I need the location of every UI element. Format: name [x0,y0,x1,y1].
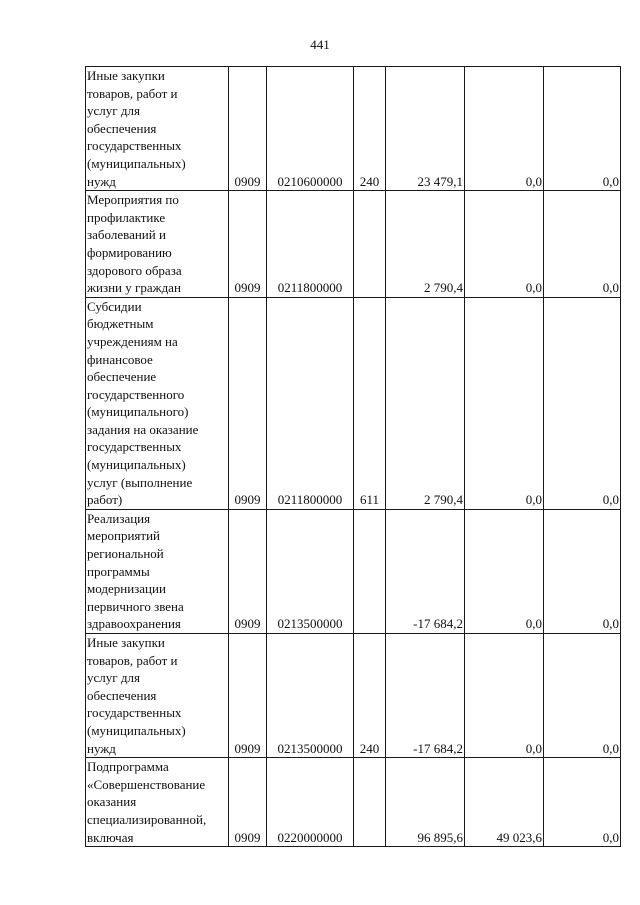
row-section-cell: 0909 [229,509,267,633]
row-name-cell [86,758,229,847]
row-expense-type-cell [354,191,386,298]
row-name-line: товаров, работ и [87,85,178,101]
row-name-cell [86,191,229,298]
row-name-cell [86,67,229,191]
row-expense-type-cell: 240 [354,67,386,191]
budget-table [85,66,621,847]
row-amount-1-cell: 2 790,4 [386,297,465,509]
row-amount-2-cell: 49 023,6 [465,758,544,847]
row-name-line: услуг для [87,670,140,686]
row-name-line: задания на оказание [87,421,199,437]
row-amount-1-cell: -17 684,2 [386,509,465,633]
row-section-cell: 0909 [229,67,267,191]
row-code-cell: 0211800000 [267,297,354,509]
row-name-line: Подпрограмма [87,759,169,775]
table-row [86,297,621,509]
row-name-line: модернизации [87,581,166,597]
row-name-line: Мероприятия по [87,192,179,208]
row-name-cell [86,509,229,633]
row-name-line: специализированной, [87,811,207,827]
row-amount-3-cell: 0,0 [544,634,621,758]
row-amount-1-cell: -17 684,2 [386,634,465,758]
row-expense-type-cell [354,509,386,633]
row-amount-3-cell: 0,0 [544,297,621,509]
row-amount-2-cell: 0,0 [465,191,544,298]
row-name-line: здорового образа [87,262,182,278]
row-code-cell: 0213500000 [267,509,354,633]
row-name-line: мероприятий [87,528,160,544]
row-name-line: товаров, работ и [87,652,178,668]
row-name-line: жизни у граждан [87,280,181,296]
row-name-line: обеспечения [87,120,157,136]
row-name-line: (муниципальных) [87,722,186,738]
row-name-line: государственных [87,705,182,721]
row-name-line: государственного [87,386,185,402]
row-section-cell: 0909 [229,297,267,509]
row-name-line: финансовое [87,351,153,367]
row-name-line: нужд [87,740,116,756]
row-name-line: Реализация [87,510,151,526]
row-section-cell: 0909 [229,758,267,847]
table-row [86,191,621,298]
row-name-line: нужд [87,173,116,189]
row-code-cell: 0213500000 [267,634,354,758]
row-amount-2-cell: 0,0 [465,634,544,758]
row-name-line: учреждениям на [87,333,178,349]
row-name-line: оказания [87,794,137,810]
row-expense-type-cell: 240 [354,634,386,758]
row-name-line: работ) [87,492,123,508]
row-name-line: государственных [87,138,182,154]
row-amount-1-cell: 23 479,1 [386,67,465,191]
row-name-line: профилактике [87,209,166,225]
table-row [86,758,621,847]
row-name-line: здравоохранения [87,616,181,632]
row-name-line: программы [87,563,150,579]
row-name-line: включая [87,829,134,845]
table-row [86,509,621,633]
table-row [86,67,621,191]
row-amount-3-cell: 0,0 [544,758,621,847]
page-number: 441 [310,37,330,52]
row-amount-1-cell: 96 895,6 [386,758,465,847]
row-amount-2-cell: 0,0 [465,297,544,509]
row-section-cell: 0909 [229,634,267,758]
row-code-cell: 0210600000 [267,67,354,191]
row-amount-1-cell: 2 790,4 [386,191,465,298]
row-name-line: услуг для [87,103,140,119]
row-amount-2-cell: 0,0 [465,67,544,191]
row-name-line: заболеваний и [87,227,166,243]
budget-table-body [86,67,621,847]
table-row [86,634,621,758]
row-section-cell: 0909 [229,191,267,298]
row-name-line: Субсидии [87,298,142,314]
row-name-line: услуг (выполнение [87,474,193,490]
row-name-line: формированию [87,244,172,260]
row-name-line: региональной [87,546,164,562]
row-expense-type-cell: 611 [354,297,386,509]
row-name-line: обеспечения [87,687,157,703]
row-amount-3-cell: 0,0 [544,509,621,633]
row-expense-type-cell [354,758,386,847]
row-amount-3-cell: 0,0 [544,67,621,191]
row-name-line: (муниципальных) [87,457,186,473]
row-name-line: Иные закупки [87,68,165,83]
row-amount-3-cell: 0,0 [544,191,621,298]
row-name-line: государственных [87,439,182,455]
row-code-cell: 0220000000 [267,758,354,847]
row-name-line: Иные закупки [87,635,165,650]
row-code-cell: 0211800000 [267,191,354,298]
row-name-line: первичного звена [87,598,184,614]
row-amount-2-cell: 0,0 [465,509,544,633]
row-name-line: «Совершенствование [87,776,206,792]
row-name-cell [86,634,229,758]
row-name-line: (муниципальных) [87,155,186,171]
row-name-line: обеспечение [87,369,157,385]
row-name-cell [86,297,229,509]
row-name-line: (муниципального) [87,404,189,420]
row-name-line: бюджетным [87,316,154,332]
